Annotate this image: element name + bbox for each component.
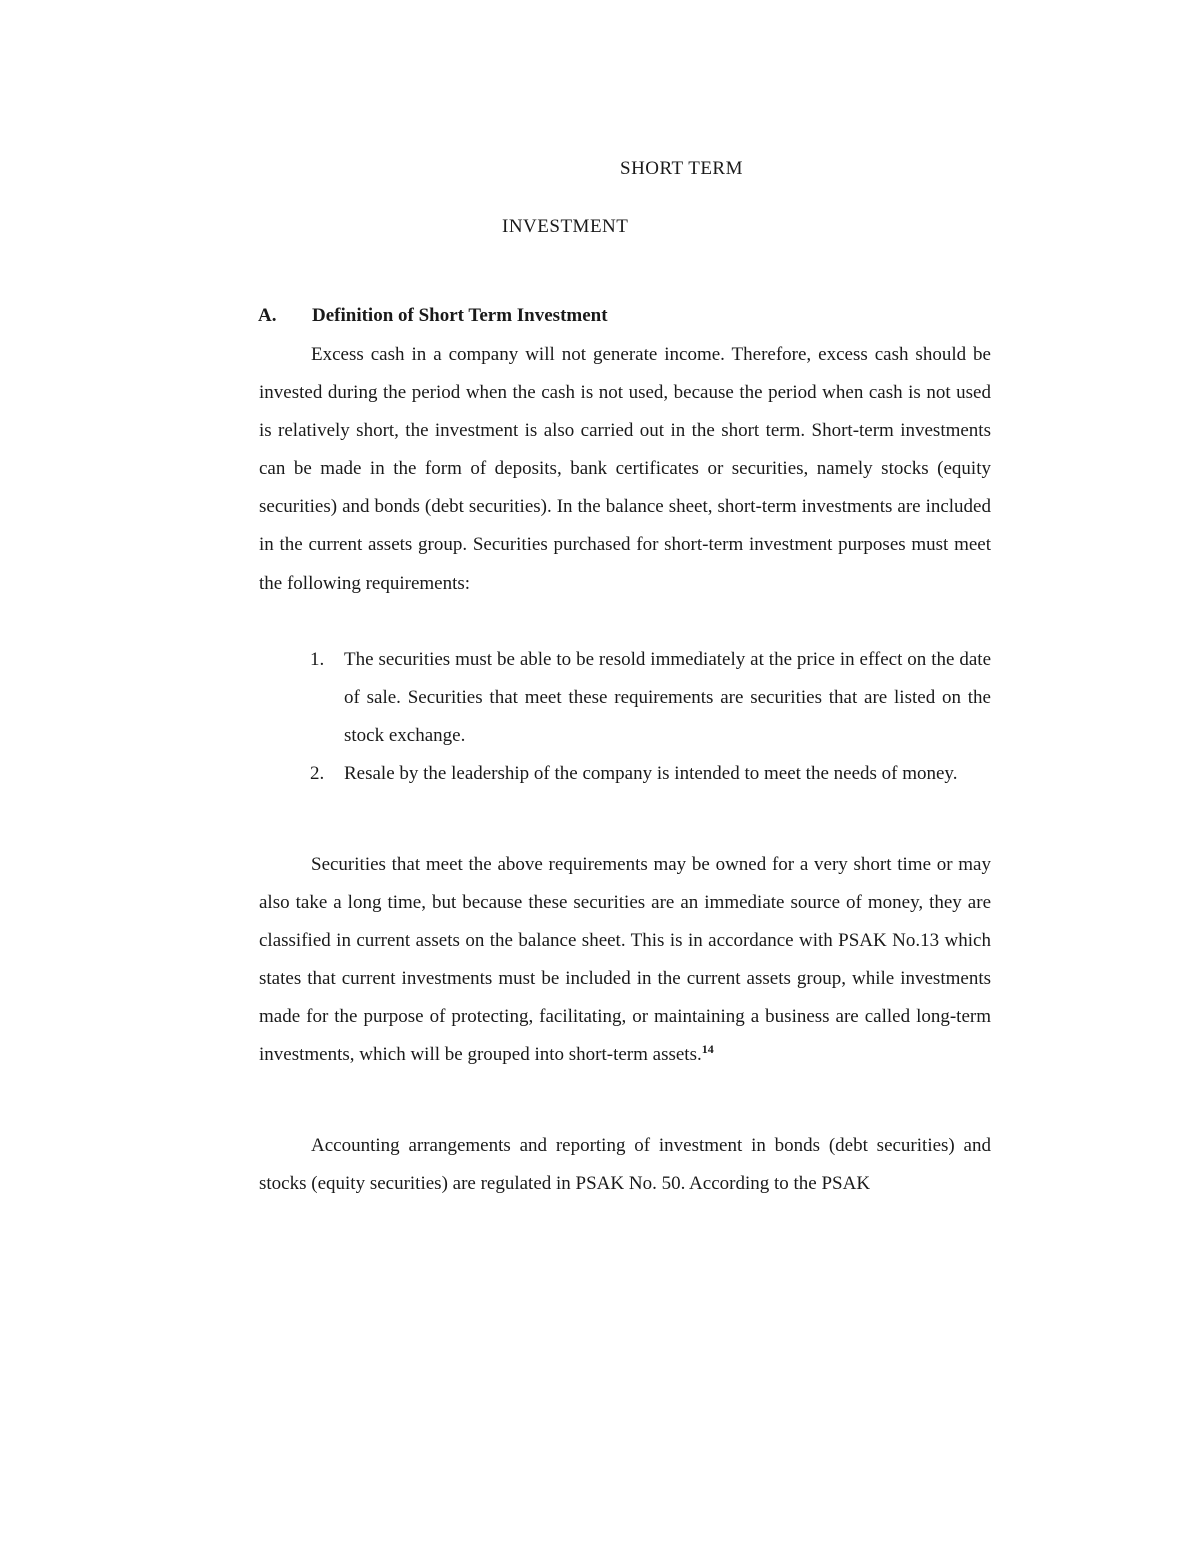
list-item-text: Resale by the leadership of the company is intended to meet the needs of money. xyxy=(344,763,958,785)
list-item-number: 2. xyxy=(310,763,325,785)
title-line-1: SHORT TERM xyxy=(620,158,743,179)
requirements-list xyxy=(310,641,991,793)
paragraph-classification-text: Securities that meet the above requirements may be owned for a very short time or may also take a long time, but because these securities are an immediate source of money, they are classified in current assets on the balance sheet. This is in accordance with PSAK No.13 which states that current investments must be included in the current assets group, while investments made for the purpose of protecting, facilitating, or maintaining a business are called long-term investments, which will be grouped into short-term assets. xyxy=(259,854,991,1066)
list-item xyxy=(310,641,991,755)
list-item-number: 1. xyxy=(310,649,325,670)
section-heading xyxy=(258,305,998,327)
title-line-2: INVESTMENT xyxy=(502,216,629,237)
paragraph-accounting: Accounting arrangements and reporting of investment in bonds (debt securities) and stocks (equity securities) are regulated in PSAK No. 50. According to the PSAK xyxy=(259,1135,991,1195)
list-item xyxy=(310,755,991,793)
footnote-reference: 14 xyxy=(701,1042,714,1057)
list-item-text: The securities must be able to be resold immediately at the price in effect on the date of sale. Securities that meet these requirements are securities that are listed on the stock exchange. xyxy=(344,649,991,747)
section-letter: A. xyxy=(258,305,277,326)
section-heading-text: Definition of Short Term Investment xyxy=(312,305,608,326)
paragraph-definition: Excess cash in a company will not generate income. Therefore, excess cash should be invested during the period when the cash is not used, because the period when cash is not used is relatively short, the investment is also carried out in the short term. Short-term investments can be made in the form of deposits, bank certificates or securities, namely stocks (equity securities) and bonds (debt securities). In the balance sheet, short-term investments are included in the current assets group. Securities purchased for short-term investment purposes must meet the following requirements: xyxy=(259,344,991,594)
paragraph-classification xyxy=(259,846,991,1075)
